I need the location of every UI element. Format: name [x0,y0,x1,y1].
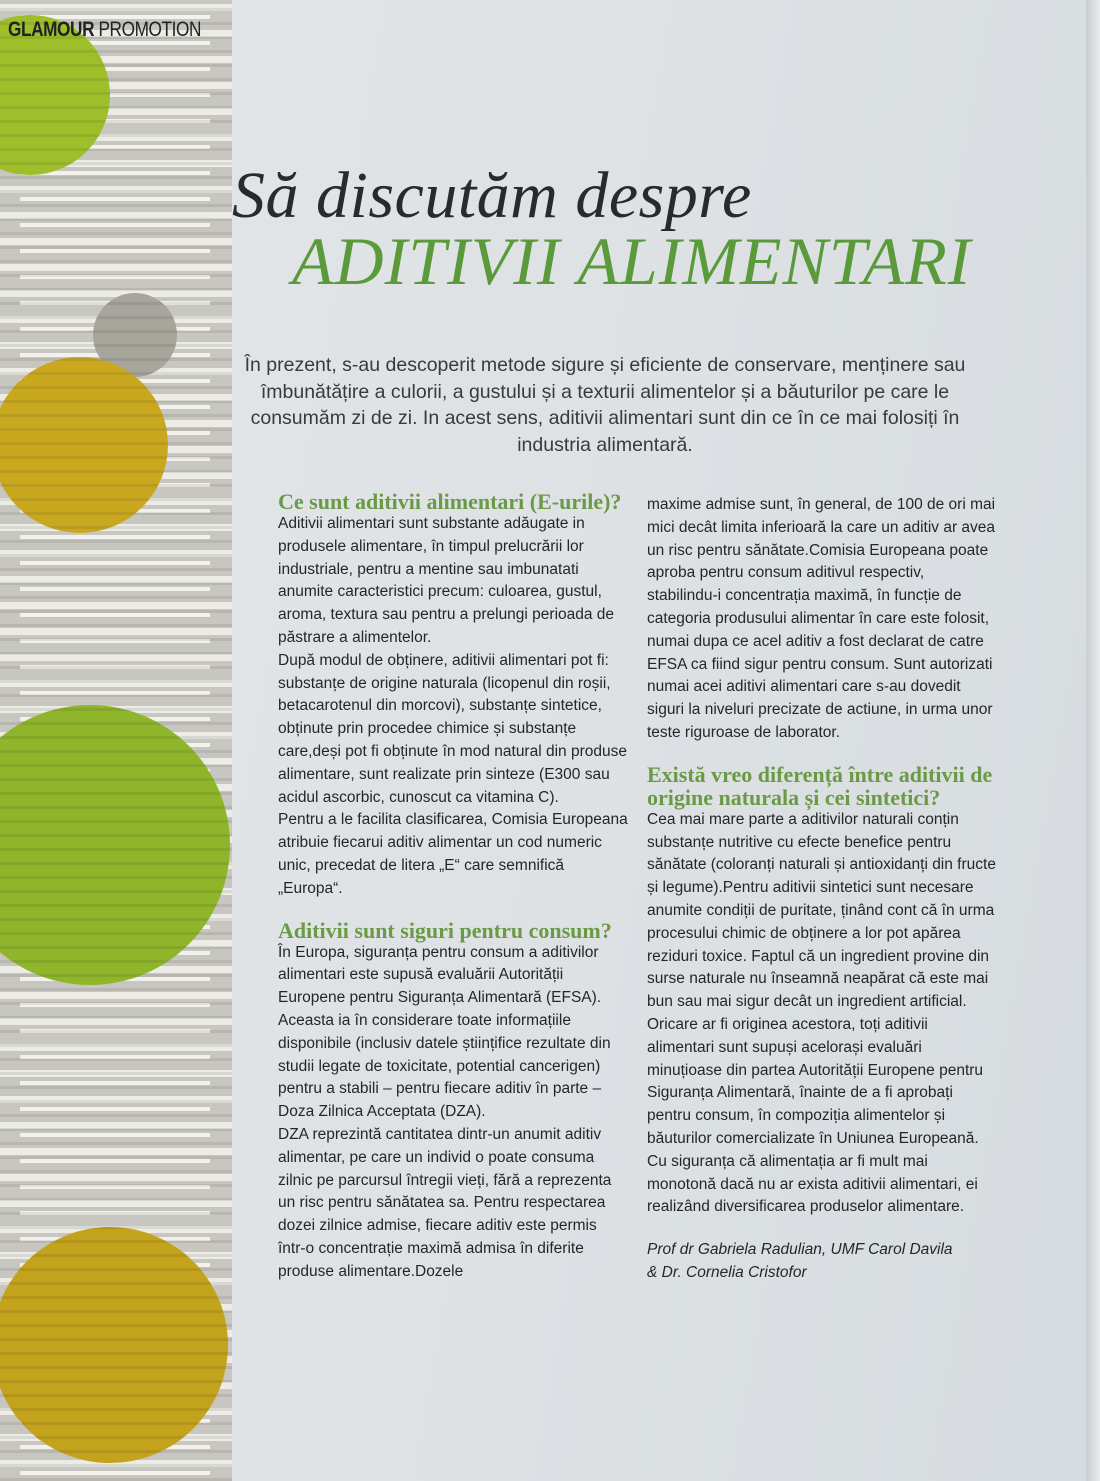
brand-rest: PROMOTION [98,18,201,41]
article-column-left [278,490,628,1284]
page-edge-shadow [1086,0,1100,1481]
paragraph: Cea mai mare parte a aditivilor naturali conțin substanțe nutritive cu efecte benefice pentru sănătate (coloranți naturali și antioxidanți din fructe și legume).Pentru aditivii sintetici sunt necesare anumite condiții de puritate, ținând cont că în urma procesului chimic de obținere a lor pot apărea reziduri toxice. Faptul că un ingredient provine din surse naturale nu înseamnă neapărat că este mai bun sau mai sigur decât un ingredient artificial. [647,810,996,1011]
article-column-right [647,494,997,1285]
section-heading: Ce sunt aditivii alimentari (E-urile)? [278,489,622,514]
paragraph: DZA reprezintă cantitatea dintr-un anumit aditiv alimentar, pe care un individ o poate consuma zilnic pe parcursul întregii vieți, fără a reprezenta un risc pentru sănătatea sa. Pentru respectarea dozei zilnice admise, fiecare aditiv este permis într-o concentrație maximă admisa în diferite produse alimentare.Dozele [278,1125,612,1280]
section-heading: Aditivii sunt siguri pentru consum? [278,917,612,943]
section-heading: Există vreo diferență între aditivii de origine naturala și cei sintetici? [647,761,993,810]
brand-label [8,18,201,42]
paragraph: După modul de obținere, aditivii alimentari pot fi: substanțe de origine naturala (licopenul din roșii, betacarotenul din morcovi), substanțe sintetice, obținute prin procedee chimice și substanțe care,deși pot fi obținute în mod natural din produse alimentare, sunt realizate prin sinteze (E300 sau acidul ascorbic, cunoscut ca vitamina C). [278,651,627,806]
paragraph: Cu siguranța că alimentația ar fi mult mai monotonă dacă nu ar exista aditivii alimentari, ei realizând diversificarea produselor alimentare. [647,1152,978,1216]
decorative-side-strip [0,0,232,1481]
author-signature-line1: Prof dr Gabriela Radulian, UMF Carol Davila [647,1241,953,1259]
paragraph: Pentru a le facilita clasificarea, Comisia Europeana atribuie fiecarui aditiv alimentar un cod numeric unic, precedat de litera „E“ care semnifică „Europa“. [278,811,628,897]
author-signature-line2: & Dr. Cornelia Cristofor [647,1263,807,1281]
brand-bold: GLAMOUR [8,18,95,41]
page-title-line2: ADITIVII ALIMENTARI [292,223,972,299]
page-title-line1: Să discutăm despre [232,159,752,232]
intro-paragraph: În prezent, s-au descoperit metode sigure și eficiente de conservare, menținere sau îmbunătățire a culorii, a gustului și a texturii alimentelor și a băuturilor pe care le consumăm zi de zi. In acest sens, aditivii alimentari sunt din ce în ce mai folosiți în industria alimentară. [244,354,966,456]
decorative-circles-pattern [0,0,232,1481]
paragraph: maxime admise sunt, în general, de 100 de ori mai mici decât limita inferioară la care un aditiv ar avea un risc pentru sănătate.Comisia Europeana poate aproba pentru consum aditivul respectiv, stabilindu-i concentrația maximă, în funcție de categoria produsului alimentar în care este folosit, numai dupa ce acel aditiv a fost declarat de catre EFSA ca fiind sigur pentru consum. Sunt autorizati numai acei aditivi alimentari care s-au dovedit siguri la niveluri precizate de actiune, in urma unor teste riguroase de laborator. [647,496,996,741]
paragraph: Oricare ar fi originea acestora, toți aditivii alimentari sunt supuși acelorași evaluări minuțioase din partea Autorității Europene pentru Siguranța Alimentară, înainte de a fi aprobați pentru consum, în compoziția alimentelor și băuturilor comercializate în Uniunea Europeană. [647,1015,984,1147]
paragraph: În Europa, siguranța pentru consum a aditivilor alimentari este supusă evaluării Autorității Europene pentru Siguranța Alimentară (EFSA). Aceasta ia în considerare toate informațiile disponibile (inclusiv datele științifice rezultate din studii legate de toxicitate, potential cancerigen) pentru a stabili – pentru fiecare aditiv în parte – Doza Zilnica Acceptata (DZA). [278,943,611,1121]
paragraph: Aditivii alimentari sunt substante adăugate in produsele alimentare, în timpul prelucrării lor industriale, pentru a mentine sau imbunatati anumite caracteristici precum: culoarea, gustul, aroma, textura sau pentru a prelungi perioada de păstrare a alimentelor. [278,515,615,646]
